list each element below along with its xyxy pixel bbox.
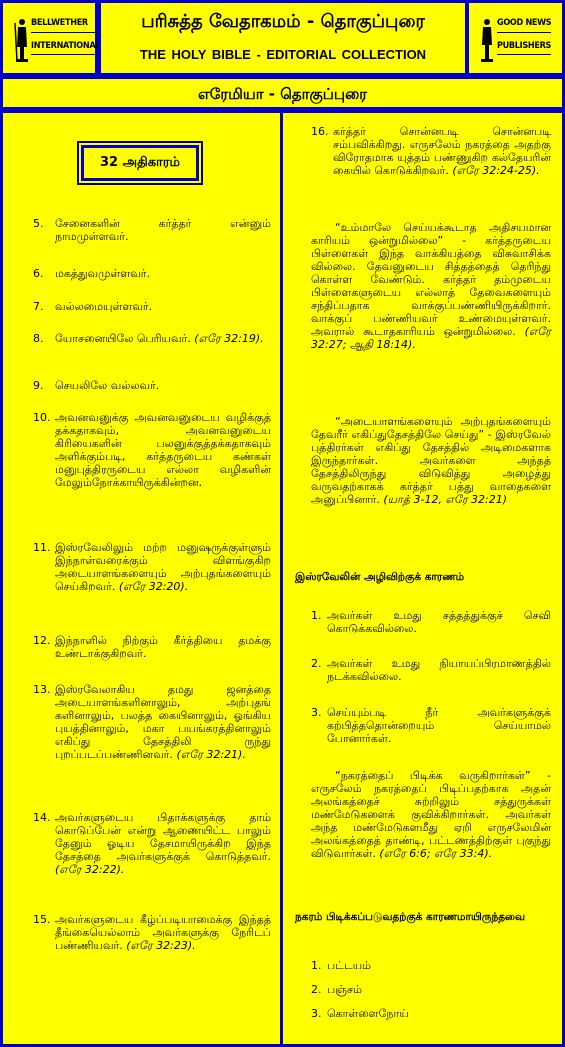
verse-ref: (எரே 32:21).	[176, 748, 246, 761]
logo-line-1: GOOD NEWS	[497, 17, 551, 33]
list-item: 1. அவர்கள் உமது சத்தத்துக்குச் செவி கொடுக்கவில்லை.	[311, 609, 551, 635]
list-item: 3. கொள்ளைநோய்	[311, 1007, 409, 1020]
verse-text: அவனவனுக்கு அவனவனுடைய வழிக்குத் தக்கதாகவும், அவனவனுடைய கிரியைகளின் பலனுக்குத்தக்கதாகவும் அளிக்கும்படி, கர்த்தருடைய கண்கள் மனுபுத்திரருடைய எல்லா வழிகளின் மேலும்நோக்காயிருக்கின்றன.	[55, 411, 271, 489]
header-right-logo-box	[466, 0, 565, 76]
list-item: 1. பட்டயம்	[311, 959, 371, 972]
verse-item: 10. அவனவனுக்கு அவனவனுடைய வழிக்குத் தக்கதாகவும், அவனவனுடைய கிரியைகளின் பலனுக்குத்தக்கதாகவும் அளிக்கும்படி, கர்த்தருடைய கண்கள் மனுபுத்திரருடைய எல்லா வழிகளின் மேலும்நோக்காயிருக்கின்றன.	[33, 411, 271, 489]
list-item: 2. பஞ்சம்	[311, 983, 362, 996]
logo-line-2: INTERNATIONAL	[31, 40, 100, 55]
verse-item: 16. கர்த்தர் சொன்னபடி சொன்னபடி சம்பவிக்கிறது. எருசலேம் நகரத்தை அதற்கு விரோதமாக யுத்தம் பண்ணுகிற கல்தேயரின் கையில் கொடுக்கிறவர். (எரே 32:24-25).	[311, 125, 551, 177]
bellwether-logo	[13, 17, 101, 65]
shepherd-figure-icon	[13, 17, 29, 63]
commentary-paragraph: “அடையாளங்களையும் அற்புதங்களையும் தேவரீர் எகிப்துதேசத்திலே செய்து” - இஸ்ரவேல் புத்திரர்கள் எகிப்து தேசத்தில் அடிமைகளாக இருந்தார்கள். அவர்களை அந்தத் தேசத்திலிருந்து விடுவித்து அழைத்து வருவதற்காகக் கர்த்தர் பத்து வாதைகளை அனுப்பினார். (யாத் 3-12, எரே 32:21)	[311, 415, 551, 506]
verse-item: 7. வல்லமையுள்ளவர்.	[33, 300, 153, 313]
english-title: THE HOLY BIBLE - EDITORIAL COLLECTION	[139, 47, 427, 62]
verse-text: வல்லமையுள்ளவர்.	[55, 300, 153, 313]
book-title-bar	[0, 76, 565, 110]
verse-text: இந்நாளில் நிற்கும் கீர்த்தியை தமக்கு உண்டாக்குகிறவர்.	[55, 634, 271, 660]
verse-text: இஸ்ரவேலிலும் மற்ற மனுஷருக்குள்ளும் இந்நாள்வரைக்கும் விளங்குகிற அடையாளங்களையும் அற்புதங்களையும் செய்கிறவர்.	[55, 541, 271, 593]
right-column	[280, 110, 565, 1047]
tamil-title: பரிசுத்த வேதாகமம் - தொகுப்புரை	[141, 11, 425, 32]
list-item: 2. அவர்கள் உமது நியாயப்பிரமாணத்தில் நடக்கவில்லை.	[311, 657, 551, 683]
chapter-label: 32 அதிகாரம்	[81, 145, 199, 181]
verse-item: 6. மகத்துவமுள்ளவர்.	[33, 267, 150, 280]
chapter-box	[77, 141, 203, 185]
verse-text: அவர்களுடைய பிதாக்களுக்கு தாம் கொடுப்பேன் என்று ஆணையிட்ட பாலும் தேனும் ஓடிய தேசமாயிருக்கிற இந்த தேசத்தை அவர்களுக்குக் கொடுத்தவர்.	[55, 811, 271, 863]
logo-line-1: BELLWETHER	[31, 17, 100, 33]
verse-item: 9. செயலிலே வல்லவர்.	[33, 379, 160, 392]
verse-text: மகத்துவமுள்ளவர்.	[55, 267, 150, 280]
person-figure-icon	[479, 17, 495, 63]
verse-text: இஸ்ரவேலாகிய தமது ஜனத்தை அடையாளங்களினாலும், அற்புதங் களினாலும், பலத்த கையினாலும், ஓங்கிய புயத்தினாலும், மகா பயங்கரத்தினாலும் எகிப்து தேசத்திலி ருந்து புறப்படப்பண்ணினவர்.	[55, 683, 271, 761]
verse-item: 12. இந்நாளில் நிற்கும் கீர்த்தியை தமக்கு உண்டாக்குகிறவர்.	[33, 634, 271, 660]
commentary-paragraph: “நகரத்தைப் பிடிக்க வருகிறார்கள்” - எருசலேம் நகரத்தைப் பிடிப்பதற்காக அதன் அலங்கத்தைச் சுற்றிலும் சத்துருக்கள் மண்மேடுகளைக் குவிக்கிறார்கள். அவர்கள் அந்த மண்மேடுகளமீது ஏறி எருசலேமின் அலங்கத்தைத் தாண்டி, பட்டணத்திற்குள் புகுந்து விடுவார்கள். (எரே 6:6; எரே 33:4).	[311, 769, 551, 860]
book-title: எரேமியா - தொகுப்புரை	[197, 85, 368, 103]
list-item: 3. செய்யும்படி நீர் அவர்களுக்குக் கற்பித்ததொன்றையும் செய்யாமல் போனார்கள்.	[311, 706, 551, 745]
header-left-logo-box	[0, 0, 101, 76]
verse-text: சேனைகளின் கர்த்தர் என்னும் நாமமுள்ளவர்.	[55, 217, 271, 243]
verse-text: செயலிலே வல்லவர்.	[55, 379, 160, 392]
verse-text: யோசனையிலே பெரியவர்.	[55, 332, 191, 345]
verse-ref: (எரே 32:20).	[118, 580, 189, 593]
verse-item: 5. சேனைகளின் கர்த்தர் என்னும் நாமமுள்ளவர்.	[33, 217, 271, 243]
section-heading: நகரம் பிடிக்கப்படுவதற்குக் காரணமாயிருந்தவை	[295, 911, 526, 923]
logo-line-2: PUBLISHERS	[497, 40, 551, 55]
verse-item: 8. யோசனையிலே பெரியவர். (எரே 32:19).	[33, 332, 264, 345]
verse-ref: (எரே 32:19).	[194, 332, 264, 345]
good-news-logo	[479, 17, 559, 65]
verse-ref: (எரே 32:23).	[126, 939, 196, 952]
verse-ref: (எரே 32:22).	[55, 863, 125, 876]
header-title-box	[98, 0, 468, 76]
verse-item: 15. அவர்களுடைய கீழ்ப்படியாமைக்கு இந்தத் தீங்கையெல்லாம் அவர்களுக்கு நேரிடப் பண்ணியவர். (எரே 32:23).	[33, 913, 271, 952]
verse-item: 13. இஸ்ரவேலாகிய தமது ஜனத்தை அடையாளங்களினாலும், அற்புதங் களினாலும், பலத்த கையினாலும், ஓங்கிய புயத்தினாலும், மகா பயங்கரத்தினாலும் எகிப்து தேசத்திலி ருந்து புறப்படப்பண்ணினவர். (எரே 32:21).	[33, 683, 271, 761]
left-column	[0, 110, 283, 1047]
verse-text: அவர்களுடைய கீழ்ப்படியாமைக்கு இந்தத் தீங்கையெல்லாம் அவர்களுக்கு நேரிடப் பண்ணியவர்.	[55, 913, 271, 952]
commentary-paragraph: “உம்மாலே செய்யக்கூடாத அதிசயமான காரியம் ஒன்றுமில்லை” - கர்த்தருடைய பிள்ளைகள் இந்த வாக்கியத்தை விசுவாசிக்க வில்லை. தேவனுடைய சித்தத்தைத் தெரிந்து கொள்ள வேண்டும். கர்த்தர் தம்முடைய பிள்ளைகளுடைய எல்லாத் தேவைகளையும் சந்திப்பதாக வாக்குப்பண்ணியிருக்கிறார். வாக்குப் பண்ணியவர் உண்மையுள்ளவர். அவரால் கூடாதகாரியம் ஒன்றுமில்லை. (எரே 32:27; ஆதி 18:14).	[311, 221, 551, 351]
verse-item: 11. இஸ்ரவேலிலும் மற்ற மனுஷருக்குள்ளும் இந்நாள்வரைக்கும் விளங்குகிற அடையாளங்களையும் அற்புதங்களையும் செய்கிறவர். (எரே 32:20).	[33, 541, 271, 593]
verse-text: கர்த்தர் சொன்னபடி சொன்னபடி சம்பவிக்கிறது. எருசலேம் நகரத்தை அதற்கு விரோதமாக யுத்தம் பண்ணுகிற கல்தேயரின் கையில் கொடுக்கிறவர்.	[333, 125, 551, 177]
verse-ref: (எரே 32:24-25).	[452, 164, 540, 177]
verse-item: 14. அவர்களுடைய பிதாக்களுக்கு தாம் கொடுப்பேன் என்று ஆணையிட்ட பாலும் தேனும் ஓடிய தேசமாயிருக்கிற இந்த தேசத்தை அவர்களுக்குக் கொடுத்தவர். (எரே 32:22).	[33, 811, 271, 876]
section-heading: இஸ்ரவேலின் அழிவிற்குக் காரணம்	[295, 571, 465, 583]
